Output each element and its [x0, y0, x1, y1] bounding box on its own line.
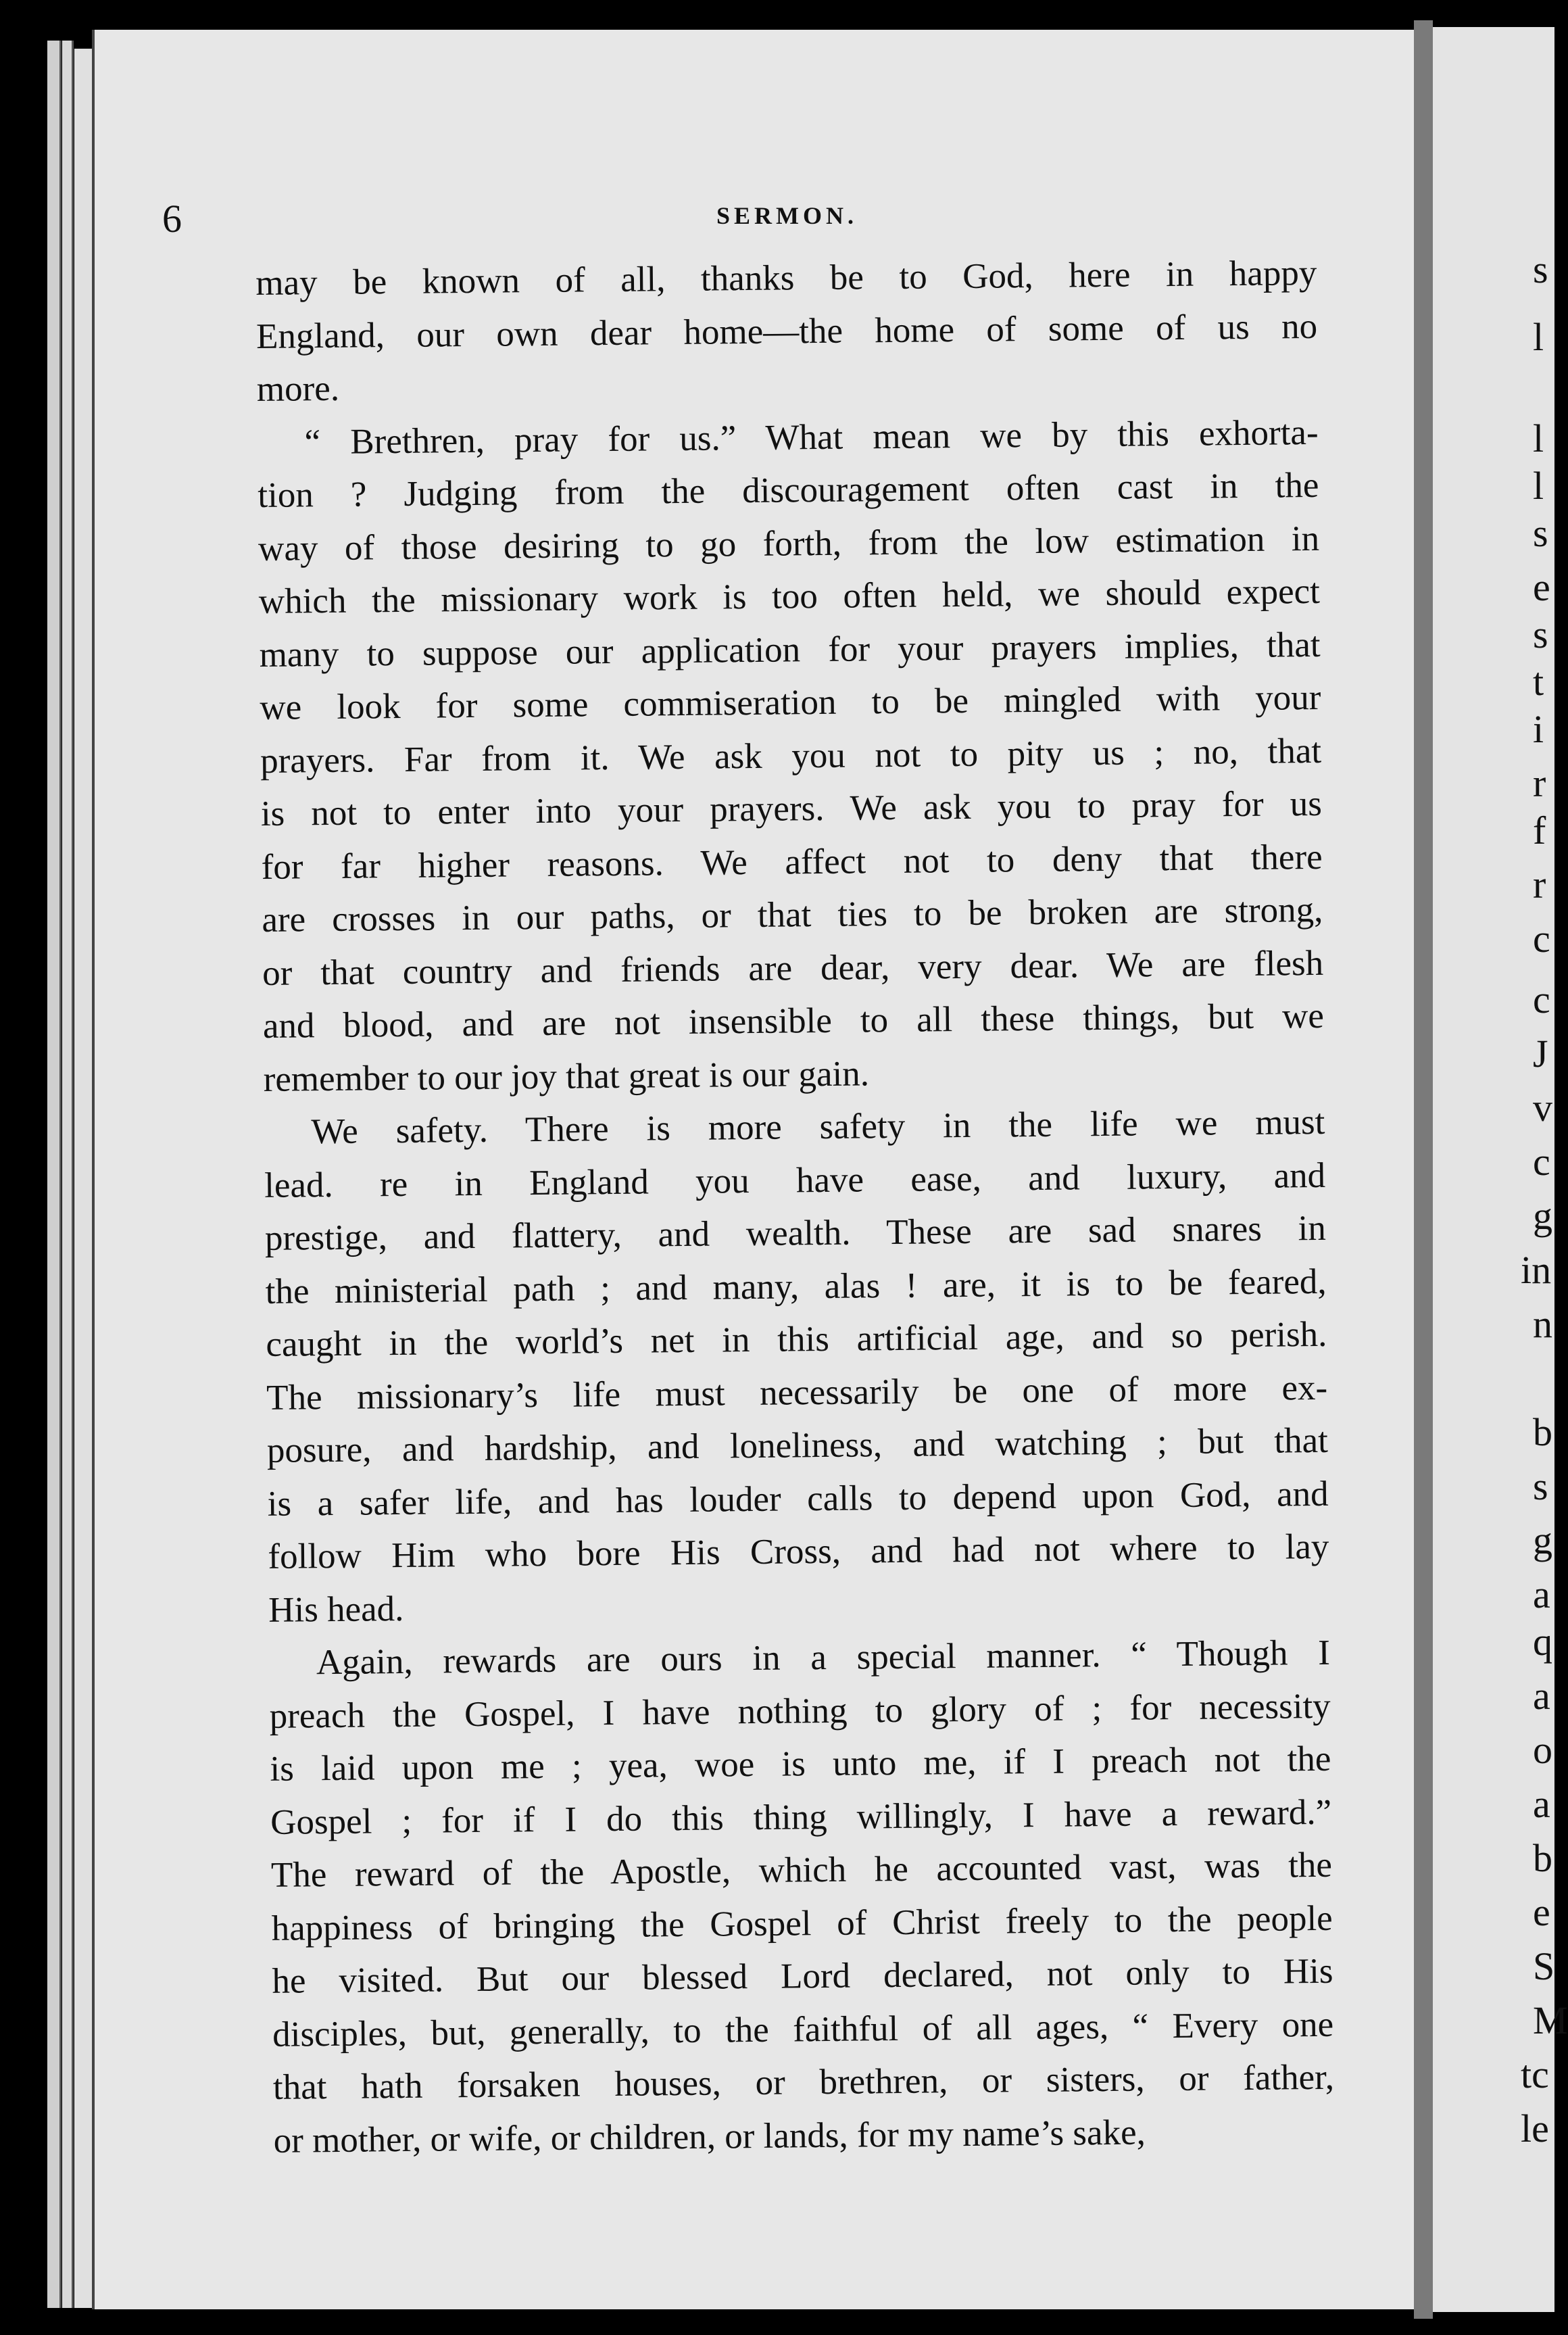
- text-line: or that country and friends are dear, very dear. We are flesh: [262, 943, 1324, 993]
- text-line: prestige, and flattery, and wealth. These are sad snares in: [264, 1208, 1327, 1258]
- text-line: which the missionary work is too often held, we should expect: [258, 571, 1321, 621]
- facing-page-fragment: s: [1533, 511, 1548, 555]
- text-line: The missionary’s life must necessarily be one of more ex-: [266, 1368, 1328, 1418]
- text-line: remember to our joy that great is our gain.: [263, 1053, 870, 1099]
- text-line: that hath forsaken houses, or brethren, or sisters, or father,: [272, 2057, 1335, 2107]
- facing-page-fragment: g: [1533, 1194, 1552, 1238]
- facing-page-fragment: a: [1533, 1572, 1550, 1616]
- text-line: the ministerial path ; and many, alas ! are, it is to be feared,: [265, 1261, 1327, 1311]
- facing-page-fragment: o: [1533, 1728, 1552, 1772]
- text-line: lead. re in England you have ease, and luxury, and: [264, 1155, 1326, 1205]
- facing-page-fragment: n: [1533, 1302, 1552, 1346]
- text-line: may be known of all, thanks be to God, here in happy: [255, 253, 1317, 303]
- facing-page-fragment: s: [1533, 612, 1548, 656]
- facing-page-fragment: f: [1533, 809, 1546, 852]
- facing-page-fragment: q: [1533, 1620, 1552, 1664]
- facing-page-fragment: t: [1533, 660, 1544, 704]
- page-number: 6: [162, 197, 182, 241]
- facing-page-fragment: i: [1533, 707, 1544, 751]
- text-line: “ Brethren, pray for us.” What mean we by this exhorta-: [304, 412, 1319, 462]
- text-line: way of those desiring to go forth, from the low estimation in: [258, 519, 1320, 569]
- facing-page-fragment: s: [1533, 247, 1548, 291]
- facing-page-fragment: l: [1533, 416, 1544, 460]
- facing-page-fragment: tc: [1521, 2052, 1549, 2096]
- facing-page-fragment: a: [1533, 1782, 1550, 1826]
- text-line: follow Him who bore His Cross, and had not where to lay: [268, 1526, 1329, 1576]
- page-edge-left-2: [62, 41, 74, 2308]
- text-line: are crosses in our paths, or that ties to be broken are strong,: [262, 890, 1323, 940]
- facing-page-fragment: l: [1533, 464, 1544, 508]
- text-line: is laid upon me ; yea, woe is unto me, if I preach not the: [270, 1739, 1331, 1789]
- facing-page-fragment: e: [1533, 1890, 1550, 1934]
- facing-page-fragment: c: [1533, 1140, 1550, 1184]
- text-line: We safety. There is more safety in the life we must: [311, 1102, 1325, 1152]
- text-line: more.: [256, 368, 340, 409]
- text-line: England, our own dear home—the home of some of us no: [255, 306, 1318, 356]
- text-line: he visited. But our blessed Lord declared, not only to His: [272, 1951, 1333, 2001]
- text-line: disciples, but, generally, to the faithful of all ages, “ Every one: [272, 2004, 1334, 2054]
- text-line: Gospel ; for if I do this thing willingly, I have a reward.”: [270, 1792, 1332, 1842]
- facing-page-fragment: le: [1521, 2107, 1549, 2150]
- facing-page-fragment: e: [1533, 565, 1550, 609]
- text-line: happiness of bringing the Gospel of Christ freely to the people: [271, 1898, 1333, 1948]
- text-line: posure, and hardship, and loneliness, and watching ; but that: [266, 1420, 1329, 1470]
- facing-page-fragment: J: [1533, 1032, 1548, 1076]
- facing-page-fragment: M: [1533, 1998, 1568, 2042]
- facing-page-fragment: b: [1533, 1410, 1552, 1454]
- facing-page-fragment: r: [1533, 761, 1546, 805]
- text-line: we look for some commiseration to be mingled with your: [260, 677, 1321, 727]
- facing-page-fragment: l: [1533, 315, 1544, 359]
- facing-page-fragment: c: [1533, 978, 1550, 1021]
- facing-page-fragment: in: [1521, 1248, 1552, 1292]
- text-line: tion ? Judging from the discouragement often cast in the: [258, 465, 1319, 515]
- facing-page-fragment: c: [1533, 917, 1550, 961]
- text-line: or mother, or wife, or children, or lands, for my name’s sake,: [273, 2112, 1146, 2161]
- text-line: is a safer life, and has louder calls to depend upon God, and: [267, 1474, 1329, 1524]
- book-gutter: [1414, 20, 1433, 2319]
- facing-page-fragment: b: [1533, 1836, 1552, 1880]
- facing-page-fragment: a: [1533, 1674, 1550, 1718]
- running-head: SERMON.: [716, 202, 858, 229]
- text-line: preach the Gospel, I have nothing to glory of ; for necessity: [269, 1686, 1331, 1736]
- text-line: The reward of the Apostle, which he accounted vast, was the: [270, 1845, 1333, 1895]
- body-text: [255, 247, 1335, 2167]
- facing-page-fragment: r: [1533, 863, 1546, 907]
- facing-page-fragment: s: [1533, 1464, 1548, 1508]
- page-header: [162, 196, 1311, 243]
- text-line: Again, rewards are ours in a special manner. “ Though I: [316, 1633, 1331, 1683]
- page-edge-left: [47, 41, 62, 2308]
- facing-page-fragment: g: [1533, 1518, 1552, 1562]
- text-line: for far higher reasons. We affect not to deny that there: [261, 837, 1323, 887]
- facing-page-fragment: v: [1533, 1086, 1552, 1130]
- facing-page-fragment: S: [1533, 1944, 1555, 1988]
- text-line: prayers. Far from it. We ask you not to pity us ; no, that: [260, 731, 1322, 781]
- text-line: His head.: [268, 1589, 404, 1630]
- text-line: and blood, and are not insensible to all these things, but we: [262, 996, 1325, 1046]
- text-line: is not to enter into your prayers. We ask you to pray for us: [260, 784, 1323, 834]
- text-line: caught in the world’s net in this artificial age, and so perish.: [266, 1314, 1327, 1364]
- facing-page-edge: [1433, 27, 1568, 2312]
- text-line: many to suppose our application for your prayers implies, that: [259, 625, 1321, 675]
